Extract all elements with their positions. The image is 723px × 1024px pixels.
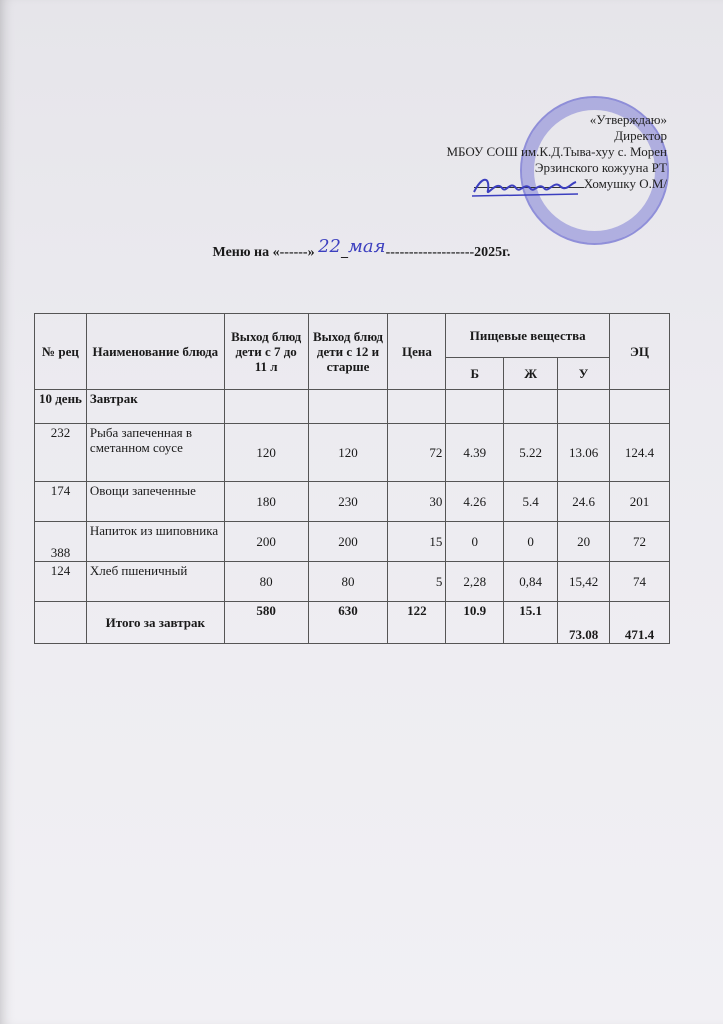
section-row — [35, 390, 670, 424]
row-fats: 5.4 — [504, 482, 558, 522]
section-meal: Завтрак — [86, 390, 224, 424]
header-proteins: Б — [446, 358, 504, 390]
row-output-7-11: 120 — [224, 424, 308, 482]
approval-line-2: Директор — [614, 128, 667, 143]
total-output-12-plus: 630 — [308, 602, 388, 644]
row-proteins: 4.39 — [446, 424, 504, 482]
row-recipe-number: 388 — [35, 522, 87, 562]
row-output-12-plus: 80 — [308, 562, 388, 602]
row-output-7-11: 200 — [224, 522, 308, 562]
row-output-7-11: 180 — [224, 482, 308, 522]
approval-line-1: «Утверждаю» — [589, 112, 667, 127]
header-recipe-number: № рец — [35, 314, 87, 390]
table-row — [35, 424, 670, 482]
header-price: Цена — [388, 314, 446, 390]
menu-day: 22 — [318, 236, 341, 257]
row-proteins: 0 — [446, 522, 504, 562]
row-energy: 74 — [610, 562, 670, 602]
table-row — [35, 482, 670, 522]
row-energy: 72 — [610, 522, 670, 562]
total-fats: 15.1 — [504, 602, 558, 644]
row-recipe-number: 174 — [35, 482, 87, 522]
handwritten-signature — [470, 170, 580, 202]
row-dish-name: Хлеб пшеничный — [86, 562, 224, 602]
total-output-7-11: 580 — [224, 602, 308, 644]
row-output-12-plus: 200 — [308, 522, 388, 562]
section-day: 10 день — [35, 390, 87, 424]
approval-line-4: Эрзинского кожууна РТ — [534, 160, 667, 175]
row-dish-name: Напиток из шиповника — [86, 522, 224, 562]
menu-title-suffix: -------------------2025г. — [385, 245, 511, 260]
row-fats: 0,84 — [504, 562, 558, 602]
row-price: 30 — [388, 482, 446, 522]
header-output-7-11: Выход блюд дети с 7 до 11 л — [224, 314, 308, 390]
header-nutrients: Пищевые вещества — [446, 314, 610, 358]
row-carbs: 15,42 — [558, 562, 610, 602]
row-price: 15 — [388, 522, 446, 562]
row-fats: 0 — [504, 522, 558, 562]
row-energy: 124.4 — [610, 424, 670, 482]
approval-line-3: МБОУ СОШ им.К.Д.Тыва-хуу с. Морен — [446, 144, 667, 159]
director-name: Хомушку О.М/ — [583, 176, 667, 191]
table-row — [35, 522, 670, 562]
total-label: Итого за завтрак — [86, 602, 224, 644]
header-carbs: У — [558, 358, 610, 390]
row-proteins: 4.26 — [446, 482, 504, 522]
row-output-12-plus: 230 — [308, 482, 388, 522]
row-price: 5 — [388, 562, 446, 602]
total-proteins: 10.9 — [446, 602, 504, 644]
row-output-12-plus: 120 — [308, 424, 388, 482]
menu-title-prefix: Меню на «------» — [212, 245, 319, 260]
row-recipe-number: 232 — [35, 424, 87, 482]
row-dish-name: Овощи запеченные — [86, 482, 224, 522]
row-carbs: 13.06 — [558, 424, 610, 482]
total-energy: 471.4 — [610, 602, 670, 644]
header-output-12-plus: Выход блюд дети с 12 и старше — [308, 314, 388, 390]
menu-table — [34, 313, 670, 644]
row-fats: 5.22 — [504, 424, 558, 482]
total-carbs: 73.08 — [558, 602, 610, 644]
table-row — [35, 562, 670, 602]
total-row — [35, 602, 670, 644]
header-energy: ЭЦ — [610, 314, 670, 390]
menu-title: Меню на «------» 22_мая-------------------2025г. — [212, 236, 511, 260]
menu-month: мая — [348, 236, 386, 257]
header-fats: Ж — [504, 358, 558, 390]
row-carbs: 20 — [558, 522, 610, 562]
row-proteins: 2,28 — [446, 562, 504, 602]
row-energy: 201 — [610, 482, 670, 522]
header-dish-name: Наименование блюда — [86, 314, 224, 390]
row-price: 72 — [388, 424, 446, 482]
row-dish-name: Рыба запеченная в сметанном соусе — [86, 424, 224, 482]
row-carbs: 24.6 — [558, 482, 610, 522]
row-output-7-11: 80 — [224, 562, 308, 602]
row-recipe-number: 124 — [35, 562, 87, 602]
total-price: 122 — [388, 602, 446, 644]
